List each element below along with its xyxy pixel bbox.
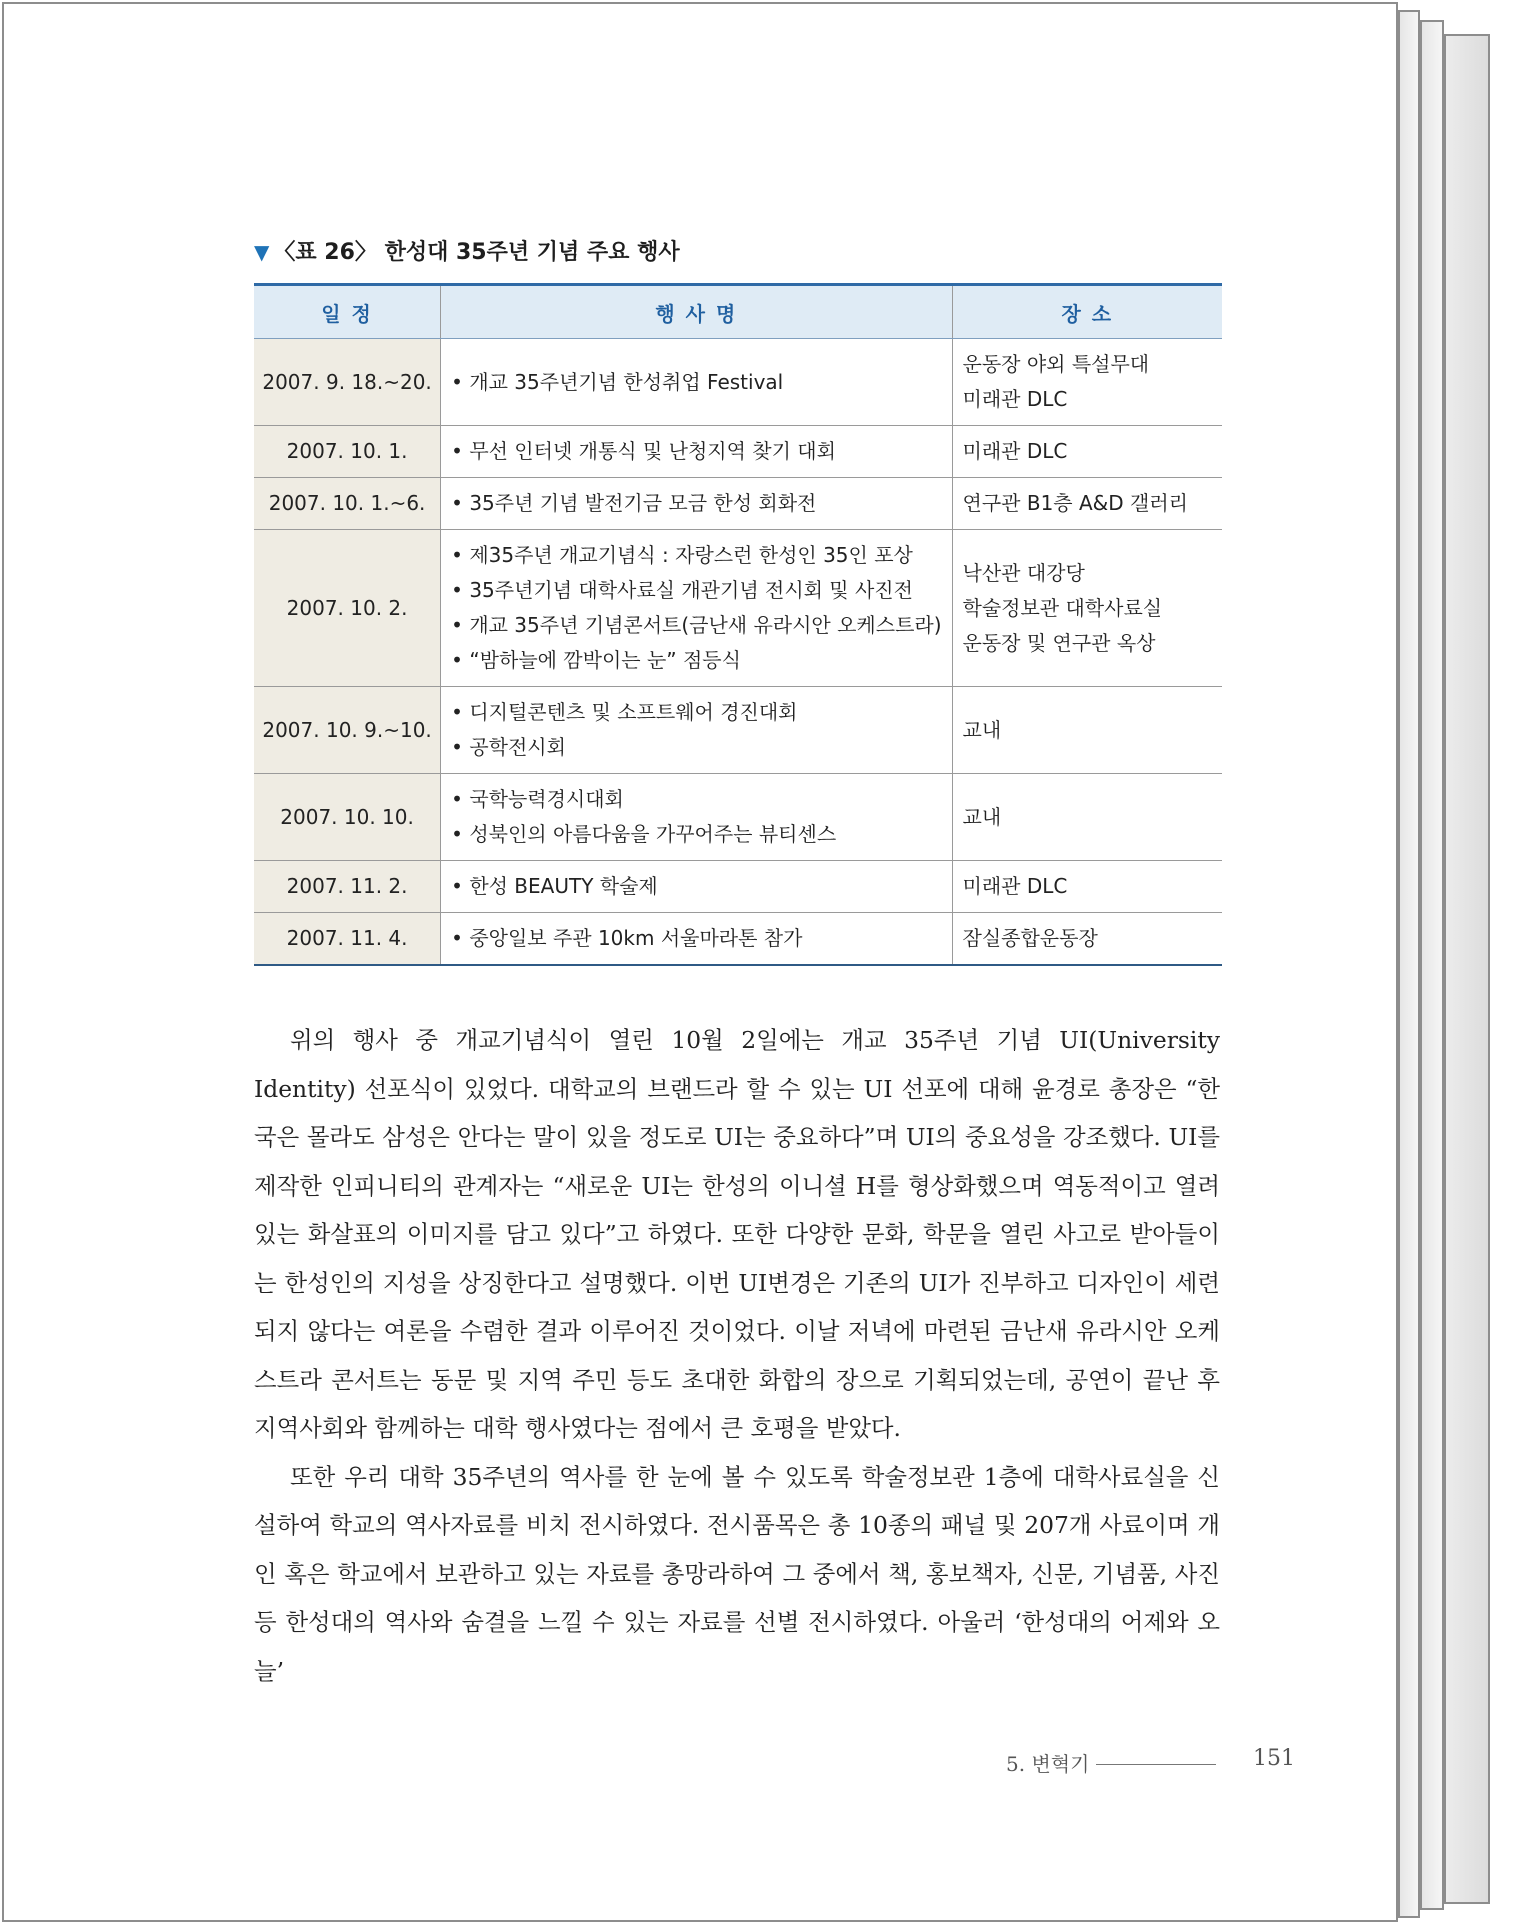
event-cell	[441, 530, 952, 687]
footer-rule	[1096, 1764, 1216, 1765]
page-edge	[1398, 10, 1420, 1918]
table-row	[254, 687, 1222, 774]
place-cell	[952, 478, 1222, 530]
event-item: • 제35주년 개교기념식 : 자랑스런 한성인 35인 포상	[451, 538, 941, 573]
event-item: • 디지털콘텐츠 및 소프트웨어 경진대회	[451, 695, 941, 730]
place-item: 미래관 DLC	[962, 387, 1068, 411]
event-item: • 35주년 기념 발전기금 모금 한성 회화전	[451, 486, 941, 521]
event-cell	[441, 687, 952, 774]
event-item: • 중앙일보 주관 10km 서울마라톤 참가	[451, 921, 941, 956]
place-item: 미래관 DLC	[962, 439, 1068, 463]
table-row	[254, 861, 1222, 913]
event-item: • 국학능력경시대회	[451, 782, 941, 817]
place-cell	[952, 339, 1222, 426]
table-row	[254, 913, 1222, 966]
date-cell: 2007. 10. 1.~6.	[254, 478, 441, 530]
body-text	[254, 1016, 1220, 1695]
place-cell	[952, 861, 1222, 913]
event-item: • 한성 BEAUTY 학술제	[451, 869, 941, 904]
event-item: • 개교 35주년기념 한성취업 Festival	[451, 365, 941, 400]
place-item: 낙산관 대강당	[962, 560, 1085, 585]
page-edge	[1420, 20, 1444, 1910]
table-row	[254, 426, 1222, 478]
place-item: 교내	[962, 804, 1002, 829]
header-place: 장 소	[952, 285, 1222, 339]
date-cell: 2007. 10. 2.	[254, 530, 441, 687]
date-cell: 2007. 10. 1.	[254, 426, 441, 478]
date-cell: 2007. 10. 9.~10.	[254, 687, 441, 774]
place-item: 미래관 DLC	[962, 874, 1068, 898]
event-item: • 공학전시회	[451, 730, 941, 765]
place-cell	[952, 426, 1222, 478]
place-item: 연구관 B1층 A&D 갤러리	[962, 491, 1188, 515]
table-row	[254, 530, 1222, 687]
date-cell: 2007. 9. 18.~20.	[254, 339, 441, 426]
place-cell	[952, 530, 1222, 687]
event-item: • 성북인의 아름다움을 가꾸어주는 뷰티센스	[451, 817, 941, 852]
place-item: 잠실종합운동장	[962, 926, 1098, 950]
place-item: 운동장 및 연구관 옥상	[962, 630, 1156, 655]
place-cell	[952, 774, 1222, 861]
paragraph: 또한 우리 대학 35주년의 역사를 한 눈에 볼 수 있도록 학술정보관 1층에 대학사료실을 신설하여 학교의 역사자료를 비치 전시하였다. 전시품목은 총 10종의 패널 및 207개 사료이며 개인 혹은 학교에서 보관하고 있는 자료를 총망라하여 그 중에서 책, 홍보책자, 신문, 기념품, 사진 등 한성대의 역사와 숨결을 느낄 수 있는 자료를 선별 전시하였다. 아울러 ‘한성대의 어제와 오늘’	[254, 1462, 1220, 1685]
event-item: • 개교 35주년 기념콘서트(금난새 유라시안 오케스트라)	[451, 608, 941, 643]
table-row	[254, 774, 1222, 861]
table-title: ▼ 〈표 26〉 한성대 35주년 기념 주요 행사	[254, 240, 680, 265]
event-item: • “밤하늘에 깜박이는 눈” 점등식	[451, 643, 941, 678]
place-cell	[952, 687, 1222, 774]
paragraph: 위의 행사 중 개교기념식이 열린 10월 2일에는 개교 35주년 기념 UI(University Identity) 선포식이 있었다. 대학교의 브랜드라 할 수 있는 UI 선포에 대해 윤경로 총장은 “한국은 몰라도 삼성은 안다는 말이 있을 정도로 UI는 중요하다”며 UI의 중요성을 강조했다. UI를 제작한 인피니티의 관계자는 “새로운 UI는 한성의 이니셜 H를 형상화했으며 역동적이고 열려 있는 화살표의 이미지를 담고 있다”고 하였다. 또한 다양한 문화, 학문을 열린 사고로 받아들이는 한성인의 지성을 상징한다고 설명했다. 이번 UI변경은 기존의 UI가 진부하고 디자인이 세련되지 않다는 여론을 수렴한 결과 이루어진 것이었다. 이날 저녁에 마련된 금난새 유라시안 오케스트라 콘서트는 동문 및 지역 주민 등도 초대한 화합의 장으로 기획되었는데, 공연이 끝난 후 지역사회와 함께하는 대학 행사였다는 점에서 큰 호평을 받았다.	[254, 1026, 1220, 1442]
event-cell	[441, 861, 952, 913]
header-event: 행 사 명	[441, 285, 952, 339]
place-item: 교내	[962, 717, 1002, 742]
table-header-row	[254, 285, 1222, 339]
events-table	[254, 283, 1222, 966]
running-footer-section: 5. 변혁기	[1006, 1752, 1090, 1776]
header-date: 일 정	[254, 285, 441, 339]
place-cell	[952, 913, 1222, 966]
table-row	[254, 339, 1222, 426]
page-number: 151	[1253, 1746, 1295, 1771]
event-cell	[441, 426, 952, 478]
place-item: 운동장 야외 특설무대	[962, 352, 1150, 376]
event-cell	[441, 774, 952, 861]
event-item: • 35주년기념 대학사료실 개관기념 전시회 및 사진전	[451, 573, 941, 608]
triangle-icon: ▼	[254, 240, 270, 264]
event-cell	[441, 913, 952, 966]
event-cell	[441, 478, 952, 530]
place-item: 학술정보관 대학사료실	[962, 595, 1163, 620]
page-edge	[1444, 34, 1490, 1904]
date-cell: 2007. 11. 2.	[254, 861, 441, 913]
event-cell	[441, 339, 952, 426]
date-cell: 2007. 11. 4.	[254, 913, 441, 966]
event-item: • 무선 인터넷 개통식 및 난청지역 찾기 대회	[451, 434, 941, 469]
date-cell: 2007. 10. 10.	[254, 774, 441, 861]
table-row	[254, 478, 1222, 530]
